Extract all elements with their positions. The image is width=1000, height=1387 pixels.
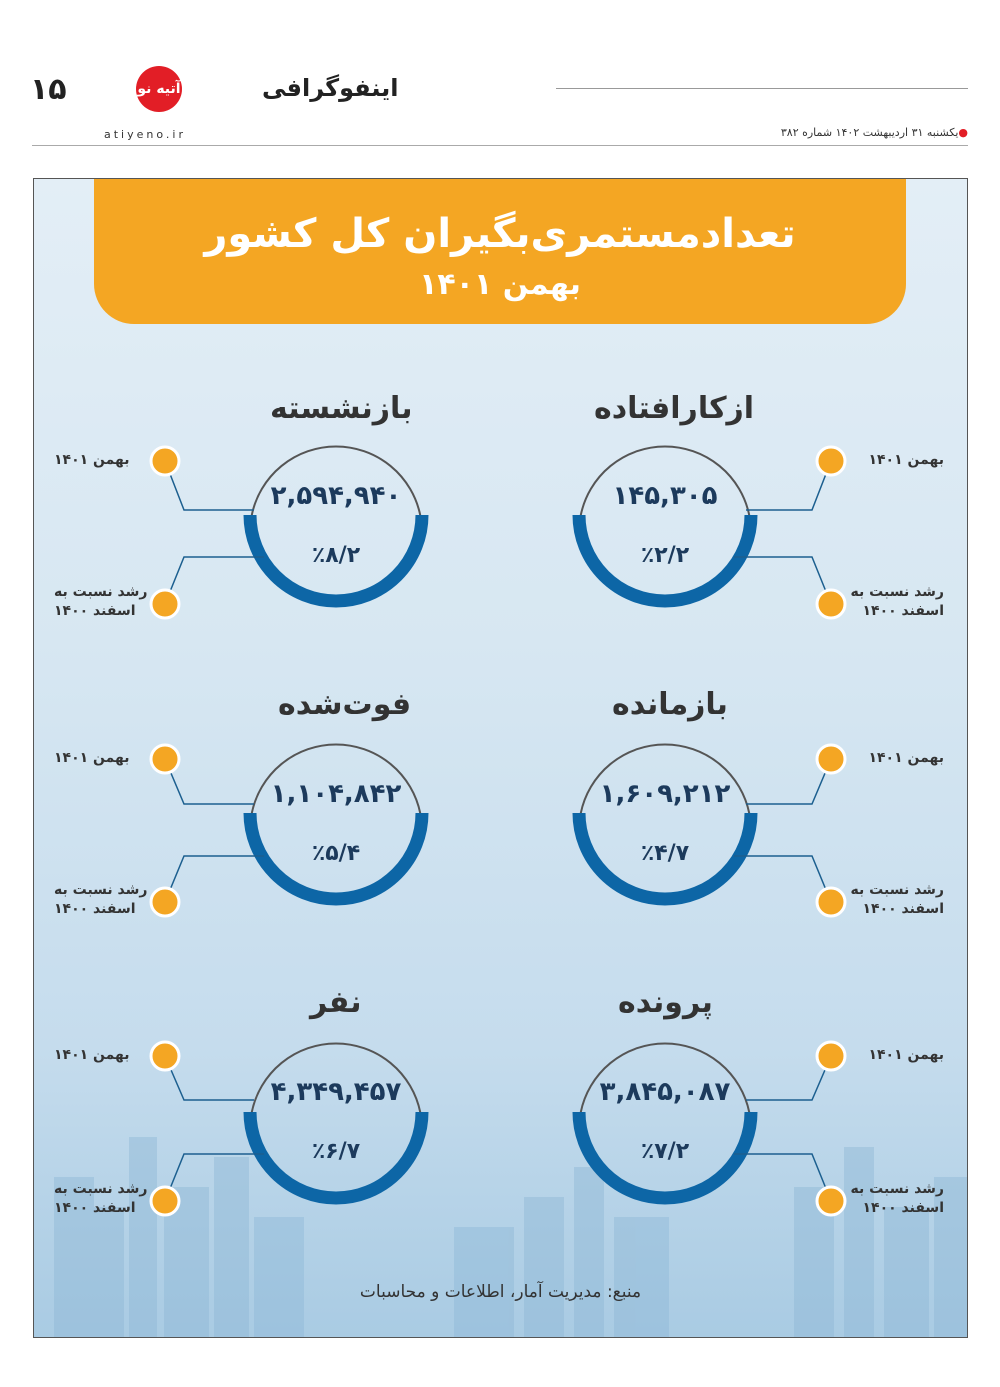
issue-info: [781, 126, 968, 139]
label-growth-line2: اسفند ۱۴۰۰: [54, 603, 136, 619]
label-growth: [54, 583, 164, 621]
label-growth-line2: اسفند ۱۴۰۰: [862, 1200, 944, 1216]
block-title-survivors: بازمانده: [612, 687, 728, 722]
block-title-disabled: ازکارافتاده: [594, 391, 755, 426]
block-title-files: پرونده: [618, 985, 713, 1020]
block-value-files: ۳,۸۴۵,۰۸۷: [599, 1077, 731, 1107]
page-number: ۱۵: [30, 72, 67, 107]
label-growth-line1: رشد نسبت به: [850, 584, 944, 600]
rings-and-connectors: [34, 179, 967, 1337]
infographic: [33, 178, 968, 1338]
stat-ring-group-disabled: [579, 447, 831, 604]
block-growth-survivors: ٪۴/۷: [640, 841, 690, 866]
label-month: بهمن ۱۴۰۱: [54, 750, 130, 766]
block-value-retired: ۲,۵۹۴,۹۴۰: [270, 481, 402, 511]
block-title-retired: بازنشسته: [270, 391, 413, 426]
block-title-persons: نفر: [310, 985, 362, 1020]
block-title-deceased: فوت‌شده: [278, 687, 412, 722]
source-note: منبع: مدیریت آمار، اطلاعات و محاسبات: [359, 1282, 642, 1302]
infographic-subtitle: بهمن ۱۴۰۱: [419, 267, 581, 302]
stat-ring-group-files: [579, 1044, 831, 1201]
label-growth: [54, 881, 164, 919]
block-value-persons: ۴,۳۴۹,۴۵۷: [270, 1077, 402, 1107]
block-growth-retired: ٪۸/۲: [311, 543, 361, 568]
block-growth-files: ٪۷/۲: [640, 1139, 690, 1164]
label-growth: [834, 583, 944, 621]
label-growth: [54, 1180, 164, 1218]
section-title: اینفوگرافی: [262, 74, 399, 102]
stat-ring-group-survivors: [579, 745, 831, 902]
header-rule-top: [556, 88, 968, 89]
stat-ring-group-persons: [165, 1044, 422, 1201]
block-growth-persons: ٪۶/۷: [311, 1139, 361, 1164]
label-month: بهمن ۱۴۰۱: [868, 452, 944, 468]
block-value-disabled: ۱۴۵,۳۰۵: [612, 481, 718, 511]
label-growth-line1: رشد نسبت به: [54, 1181, 148, 1197]
site-url: atiyeno.ir: [104, 128, 186, 141]
label-growth-line2: اسفند ۱۴۰۰: [862, 603, 944, 619]
label-growth-line2: اسفند ۱۴۰۰: [862, 901, 944, 917]
header-rule: [32, 145, 968, 146]
issue-info-text: یکشنبه ۳۱ اردیبهشت ۱۴۰۲ شماره ۳۸۲: [780, 126, 959, 139]
label-growth-line1: رشد نسبت به: [850, 882, 944, 898]
label-growth-line1: رشد نسبت به: [54, 584, 148, 600]
label-growth-line1: رشد نسبت به: [54, 882, 148, 898]
label-growth: [834, 881, 944, 919]
infographic-title: تعدادمستمری‌بگیران کل کشور: [204, 211, 796, 257]
label-month: بهمن ۱۴۰۱: [868, 750, 944, 766]
label-month: بهمن ۱۴۰۱: [54, 1047, 130, 1063]
label-month: بهمن ۱۴۰۱: [54, 452, 130, 468]
block-value-survivors: ۱,۶۰۹,۲۱۲: [599, 779, 731, 809]
label-month: بهمن ۱۴۰۱: [868, 1047, 944, 1063]
stat-ring-group-retired: [165, 447, 422, 604]
bullet-icon: ●: [958, 126, 968, 139]
label-growth-line2: اسفند ۱۴۰۰: [54, 901, 136, 917]
block-growth-disabled: ٪۲/۲: [640, 543, 690, 568]
block-growth-deceased: ٪۵/۴: [311, 841, 361, 866]
label-growth-line2: اسفند ۱۴۰۰: [54, 1200, 136, 1216]
newspaper-logo: آتیه نو: [136, 66, 182, 112]
label-growth-line1: رشد نسبت به: [850, 1181, 944, 1197]
stat-ring-group-deceased: [165, 745, 422, 902]
label-growth: [834, 1180, 944, 1218]
block-value-deceased: ۱,۱۰۴,۸۴۲: [270, 779, 402, 809]
